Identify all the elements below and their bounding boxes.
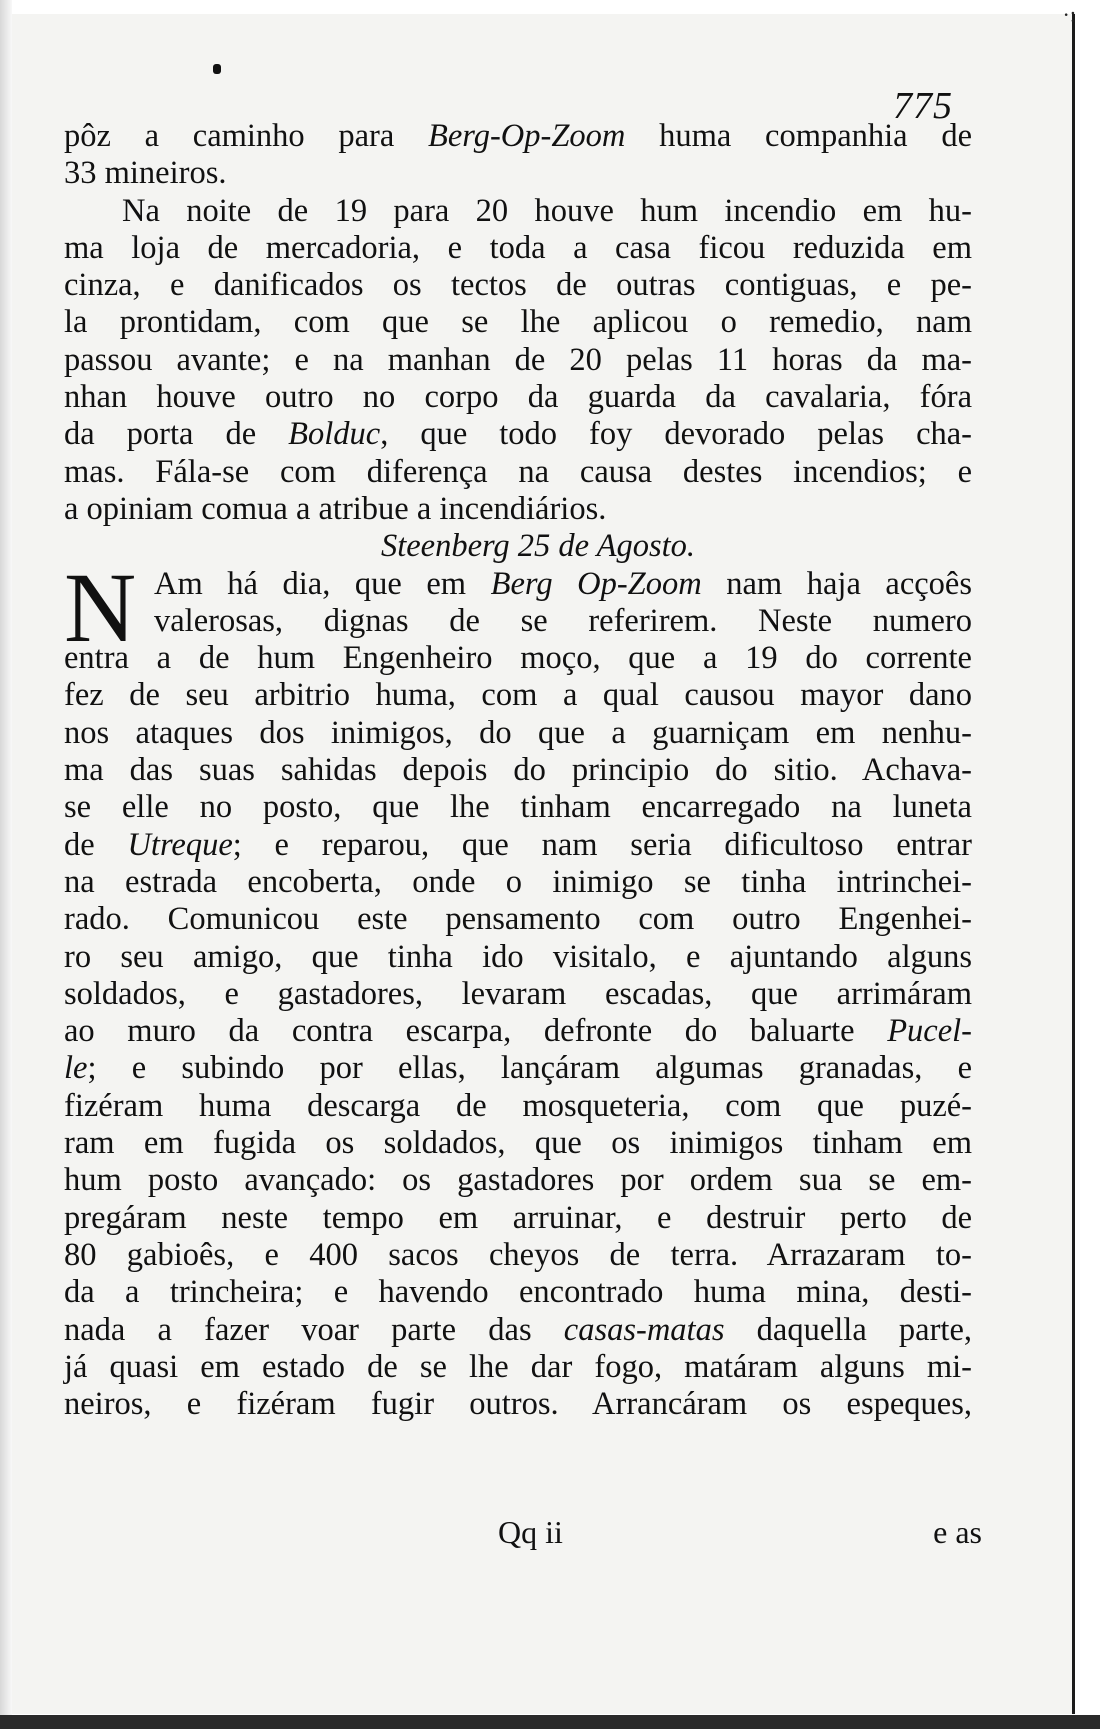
text-line: na estrada encoberta, onde o inimigo se tinha intrinchei- — [64, 863, 972, 900]
text-line: nhan houve outro no corpo da guarda da cavalaria, fóra — [64, 379, 972, 416]
text-line: ma loja de mercadoria, e toda a casa ficou reduzida em — [64, 229, 972, 266]
text-line: da a trincheira; e havendo encontrado huma mina, desti- — [64, 1274, 972, 1311]
text-line: le; e subindo por ellas, lançáram algumas granadas, e — [64, 1050, 972, 1087]
drop-cap: N — [64, 551, 137, 663]
text-line: nada a fazer voar parte das casas-matas daquella parte, — [64, 1311, 972, 1348]
text-line: valerosas, dignas de se referirem. Neste numero — [154, 602, 972, 639]
scan-bottom-band — [0, 1715, 1100, 1729]
text-line: da porta de Bolduc, que todo foy devorado pelas cha- — [64, 416, 972, 453]
text-line: neiros, e fizéram fugir outros. Arrancáram os espeques, — [64, 1386, 972, 1423]
text-line: fizéram huma descarga de mosqueteria, com que puzé- — [64, 1087, 972, 1124]
text-line: ao muro da contra escarpa, defronte do baluarte Pucel- — [64, 1013, 972, 1050]
text-line: Na noite de 19 para 20 houve hum incendio em hu- — [122, 192, 972, 229]
italic-name: Utreque — [127, 826, 233, 863]
body-text — [64, 118, 972, 1423]
text-line: Am há dia, que em Berg Op-Zoom nam haja acçoês — [154, 565, 973, 602]
text-line: ro seu amigo, que tinha ido visitalo, e ajuntando alguns — [64, 938, 972, 975]
italic-name: Pucel- — [887, 1013, 972, 1050]
text-line: ram em fugida os soldados, que os inimigos tinham em — [64, 1125, 972, 1162]
text-line: hum posto avançado: os gastadores por ordem sua se em- — [64, 1162, 972, 1199]
signature-mark: Qq ii — [498, 1514, 563, 1550]
text-line: nos ataques dos inimigos, do que a guarniçam em nenhu- — [64, 714, 972, 751]
italic-name: Bolduc — [288, 416, 381, 453]
text-line: se elle no posto, que lhe tinham encarregado na luneta — [64, 789, 972, 826]
text-line: ma das suas sahidas depois do principio do sitio. Achava- — [64, 752, 972, 789]
text-line: já quasi em estado de se lhe dar fogo, matáram alguns mi- — [64, 1348, 972, 1385]
text-line: 33 mineiros. — [64, 155, 227, 192]
page-number: 775 — [893, 85, 953, 127]
scan-edge — [0, 0, 12, 1729]
text-line: 80 gabioês, e 400 sacos cheyos de terra. Arrazaram to- — [64, 1236, 972, 1273]
italic-name: Berg-Op-Zoom — [428, 118, 626, 154]
italic-name: casas-matas — [563, 1311, 725, 1348]
paragraph-fire-report — [64, 193, 972, 529]
text-line: mas. Fála-se com diferença na causa destes incendios; e — [64, 453, 972, 490]
text-line: entra a de hum Engenheiro moço, que a 19 do corrente — [64, 640, 972, 677]
catchword: e as — [933, 1514, 982, 1550]
italic-name: Berg Op-Zoom — [490, 565, 702, 602]
text-line: fez de seu arbitrio huma, com a qual causou mayor dano — [64, 677, 972, 714]
text-line: la prontidam, com que se lhe aplicou o remedio, nam — [64, 304, 972, 341]
page-footer — [64, 1514, 982, 1554]
ink-dot — [213, 64, 221, 74]
corner-speck: ·: — [1062, 2, 1076, 27]
italic-name: le — [64, 1050, 88, 1087]
text-line: rado. Comunicou este pensamento com outro Engenhei- — [64, 901, 972, 938]
text-line: soldados, e gastadores, levaram escadas, que arrimáram — [64, 975, 972, 1012]
text-line: a opiniam comua a atribue a incendiários. — [64, 490, 607, 527]
text-line: cinza, e danificados os tectos de outras contiguas, e pe- — [64, 267, 972, 304]
text-line: pregáram neste tempo em arruinar, e destruir perto de — [64, 1199, 972, 1236]
text-line: pôz a caminho para Berg-Op-Zoom huma companhia de — [64, 118, 972, 154]
paragraph-engineer-report — [64, 551, 973, 1424]
text-line: de Utreque; e reparou, que nam seria dificultoso entrar — [64, 826, 972, 863]
text-line: passou avante; e na manhan de 20 pelas 11 horas da ma- — [64, 341, 972, 378]
dateline: Steenberg 25 de Agosto. — [380, 528, 696, 565]
